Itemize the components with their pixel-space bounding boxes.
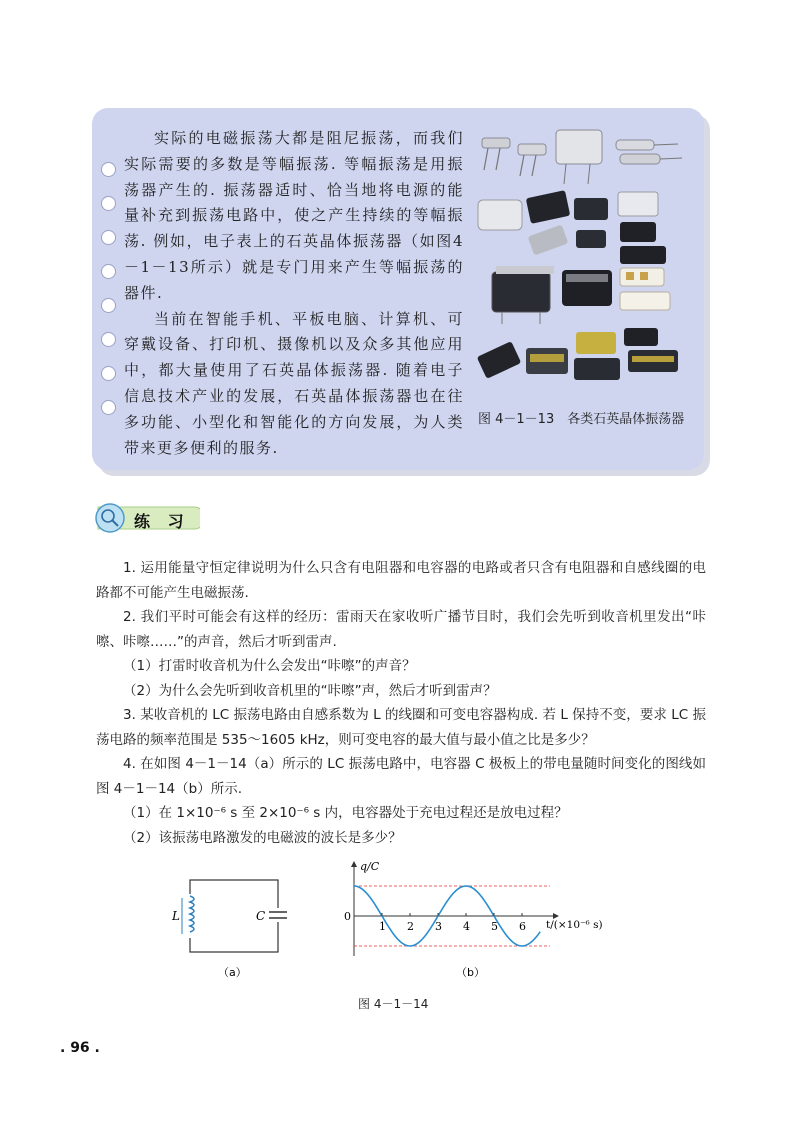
exercise-item: （2）为什么会先听到收音机里的“咔嚓”声，然后才听到雷声？ bbox=[123, 682, 497, 699]
charge-time-graph bbox=[344, 860, 603, 979]
x-tick-label: 1 bbox=[379, 920, 386, 933]
exercise-item: 4. 在如图 4－1－14（a）所示的 LC 振荡电路中，电容器 C 极板上的带电量随时间变化的图线如图 4－1－14（b）所示. bbox=[96, 756, 706, 797]
lc-circuit-diagram bbox=[171, 880, 287, 979]
x-tick-label: 2 bbox=[407, 920, 414, 933]
subfigure-label-a: （a） bbox=[218, 966, 247, 979]
crystal-component-icon bbox=[492, 246, 670, 324]
notebook-ring-icon bbox=[101, 196, 116, 211]
exercise-item: （2）该振荡电路激发的电磁波的波长是多少？ bbox=[123, 829, 402, 846]
notebook-ring-icon bbox=[101, 400, 116, 415]
notebook-ring-icon bbox=[101, 264, 116, 279]
capacitor-label: C bbox=[256, 909, 266, 923]
x-tick-label: 5 bbox=[491, 920, 498, 933]
exercise-title: 练 习 bbox=[134, 512, 190, 531]
exercise-list bbox=[96, 556, 706, 850]
crystal-component-icon bbox=[482, 130, 682, 184]
x-tick-label: 6 bbox=[519, 920, 526, 933]
y-axis-label: q/C bbox=[360, 860, 380, 873]
x-tick-label: 4 bbox=[463, 920, 470, 933]
crystal-component-icon bbox=[477, 328, 678, 380]
x-axis-label: t/(×10⁻⁶ s) bbox=[546, 919, 603, 931]
x-tick-label: 3 bbox=[435, 920, 442, 933]
notebook-ring-icon bbox=[101, 332, 116, 347]
reading-paragraph: 当前在智能手机、平板电脑、计算机、可穿戴设备、打印机、摄像机以及众多其他应用中，都大量使用了石英晶体振荡器. 随着电子信息技术产业的发展，石英晶体振荡器也在往多功能、小型化和智能化的方向发展，为人类带来更多便利的服务. bbox=[124, 309, 464, 457]
photo-caption: 图 4－1－13 各类石英晶体振荡器 bbox=[478, 412, 685, 427]
quartz-oscillators-photo bbox=[470, 122, 692, 402]
notebook-ring-icon bbox=[101, 366, 116, 381]
exercise-item: （1）在 1×10⁻⁶ s 至 2×10⁻⁶ s 内，电容器处于充电过程还是放电过程？ bbox=[123, 805, 568, 821]
exercise-item: 3. 某收音机的 LC 振荡电路由自感系数为 L 的线圈和可变电容器构成. 若 L 保持不变，要求 LC 振荡电路的频率范围是 535～1605 kHz，则可变电容的最大值与最小值之比是多少？ bbox=[96, 707, 706, 748]
notebook-ring-icon bbox=[101, 298, 116, 313]
notebook-ring-icon bbox=[101, 162, 116, 177]
exercise-item: 1. 运用能量守恒定律说明为什么只含有电阻器和电容器的电路或者只含有电阻器和自感线圈的电路都不可能产生电磁振荡. bbox=[96, 560, 706, 601]
reading-paragraph: 实际的电磁振荡大都是阻尼振荡，而我们实际需要的多数是等幅振荡. 等幅振荡是用振荡器产生的. 振荡器适时、恰当地将电源的能量补充到振荡电路中，使之产生持续的等幅振荡. 例如，电子表上的石英晶体振荡器（如图4－1－13所示）就是专门用来产生等幅振荡的器件. bbox=[124, 129, 464, 302]
page-number: . 96 . bbox=[60, 1040, 100, 1056]
reading-text bbox=[124, 126, 464, 461]
origin-label: 0 bbox=[344, 910, 351, 923]
notebook-ring-icon bbox=[101, 230, 116, 245]
exercise-item: 2. 我们平时可能会有这样的经历：雷雨天在家收听广播节目时，我们会先听到收音机里发出“咔嚓、咔嚓……”的声音，然后才听到雷声. bbox=[96, 609, 706, 650]
inductor-label: L bbox=[172, 909, 180, 923]
exercise-item: （1）打雷时收音机为什么会发出“咔嚓”的声音？ bbox=[123, 658, 416, 674]
subfigure-label-b: （b） bbox=[456, 966, 485, 979]
figure-caption: 图 4－1－14 bbox=[358, 997, 429, 1011]
figure-4-1-14 bbox=[160, 858, 620, 988]
crystal-component-icon bbox=[478, 190, 658, 255]
